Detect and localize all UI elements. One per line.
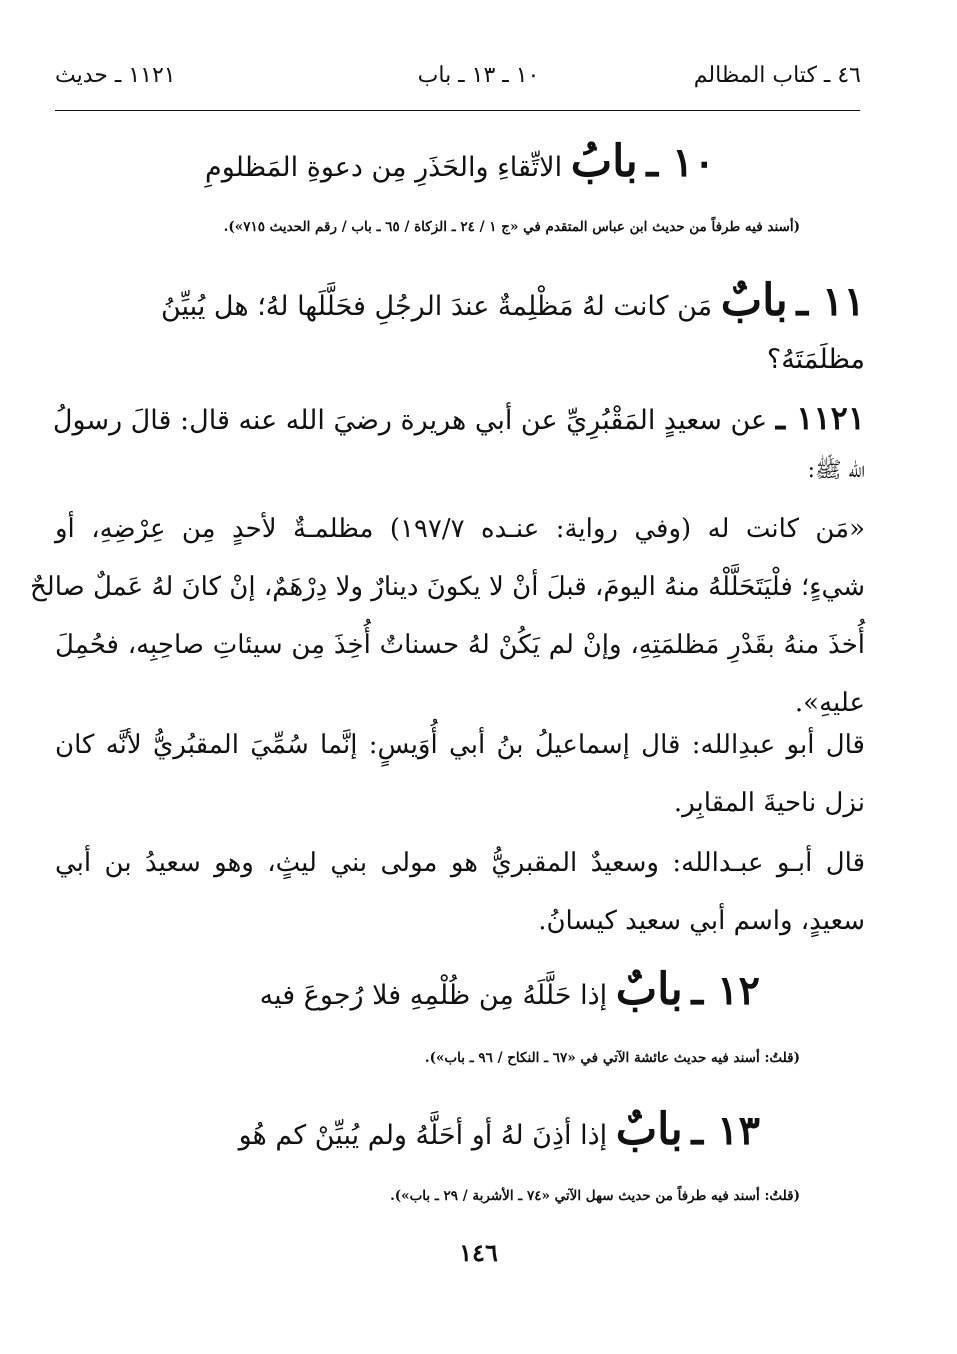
comment-1-line: قال أبو عبدِالله: قال إسماعيلُ بنُ أبي أُوَيسٍ: إنَّما سُمِّيَ المقبُريُّ لأنَّه كان xyxy=(55,730,865,760)
running-header-hadith: ١١٢١ ـ حديث xyxy=(55,63,176,88)
bab-13-word: بابٌ xyxy=(615,1104,683,1155)
bab-10-number: ١٠ ـ xyxy=(646,139,715,186)
bab-12-heading xyxy=(200,960,760,1026)
bab-10-note-wrap xyxy=(80,217,800,237)
bab-10-title: الاتِّقاءِ والحَذَرِ مِن دعوةِ المَظلومِ xyxy=(205,152,563,183)
bab-12-number: ١٢ ـ xyxy=(691,967,760,1014)
bab-13-heading xyxy=(200,1100,760,1166)
bab-12-note: (قلتُ: أسند فيه حديث عائشة الآتي في «٦٧ ـ النكاح / ٩٦ ـ باب»). xyxy=(424,1050,800,1066)
bab-12-word: بابٌ xyxy=(615,964,683,1015)
bab-13-note: (قلتُ: أسند فيه طرفاً من حديث سهل الآتي «٧٤ ـ الأشربة / ٢٩ ـ باب»). xyxy=(390,1188,800,1204)
comment-1-line: نزل ناحيةَ المقابِر. xyxy=(673,788,865,818)
running-header-chapters: ١٠ ـ ١٣ ـ باب xyxy=(417,63,540,88)
bab-13-number: ١٣ ـ xyxy=(691,1107,760,1154)
bab-10-heading xyxy=(55,134,865,196)
bab-11-word: بابٌ xyxy=(720,275,788,326)
hadith-isnad-line1: عن سعيدٍ المَقْبُرِيِّ عن أبي هريرة رضيَ الله عنه قال: قالَ رسولُ xyxy=(52,405,768,436)
hadith-text-line: شيءٍ؛ فلْيَتَحَلَّلْهُ منهُ اليومَ، قبلَ أنْ لا يكونَ دينارٌ ولا دِرْهَمٌ، إنْ كانَ لهُ عَملٌ صالحٌ xyxy=(29,572,865,602)
bab-10-note: (أسند فيه طرفاً من حديث ابن عباس المتقدم في «ج ١ / ٢٤ ـ الزكاة / ٦٥ ـ باب / رقم الحديث ٧١٥»). xyxy=(223,219,800,235)
bab-11-number: ١١ ـ xyxy=(796,278,865,325)
hadith-comment-2 xyxy=(55,834,865,950)
bab-13-note-wrap xyxy=(250,1186,800,1206)
bab-11-title-line2: مظلَمَتَهُ؟ xyxy=(766,344,865,375)
hadith-opening xyxy=(52,390,865,493)
comment-2-line: قال أبـو عبـدالله: وسعيدٌ المقبريُّ هو مولى بني ليثٍ، وهو سعيدُ بن أبي xyxy=(55,848,865,878)
bab-11-title-line1: مَن كانت لهُ مَظْلِمةٌ عندَ الرجُلِ فحَلَّلَها لهُ؛ هل يُبيِّنُ xyxy=(160,291,713,322)
hadith-text-line: أُخذَ منهُ بقَدْرِ مَظلمَتِهِ، وإنْ لم يَكُنْ لهُ حسناتٌ أُخِذَ مِن سيئاتِ صاحِبِه، فحُمِلَ xyxy=(55,630,865,660)
hadith-comment-1 xyxy=(55,716,865,832)
bab-10-word: بابُ xyxy=(570,136,638,187)
bab-12-title: إذا حَلَّلَهُ مِن ظُلْمِهِ فلا رُجوعَ فيه xyxy=(259,980,608,1011)
bab-12-note-wrap xyxy=(300,1048,800,1068)
hadith-isnad-line2: الله ﷺ: xyxy=(807,458,865,483)
hadith-number: ١١٢١ ـ xyxy=(775,399,865,437)
hadith-text-line: عليهِ». xyxy=(794,688,865,718)
hadith-text-line: «مَن كانت له (وفي رواية: عنـده ١٩٧/٧) مظلمـةٌ لأحدٍ مِن عِرْضِهِ، أو xyxy=(55,514,865,544)
running-header-book: ٤٦ ـ كتاب المظالم xyxy=(693,63,861,88)
bab-13-title: إذا أذِنَ لهُ أو أحَلَّهُ ولم يُبيِّنْ كم هُو xyxy=(238,1120,608,1151)
page-number: ١٤٦ xyxy=(459,1238,498,1267)
header-rule xyxy=(55,110,860,111)
bab-11-heading xyxy=(55,270,865,382)
hadith-text xyxy=(29,500,865,732)
comment-2-line: سعيدٍ، واسم أبي سعيد كيسانُ. xyxy=(538,906,865,936)
